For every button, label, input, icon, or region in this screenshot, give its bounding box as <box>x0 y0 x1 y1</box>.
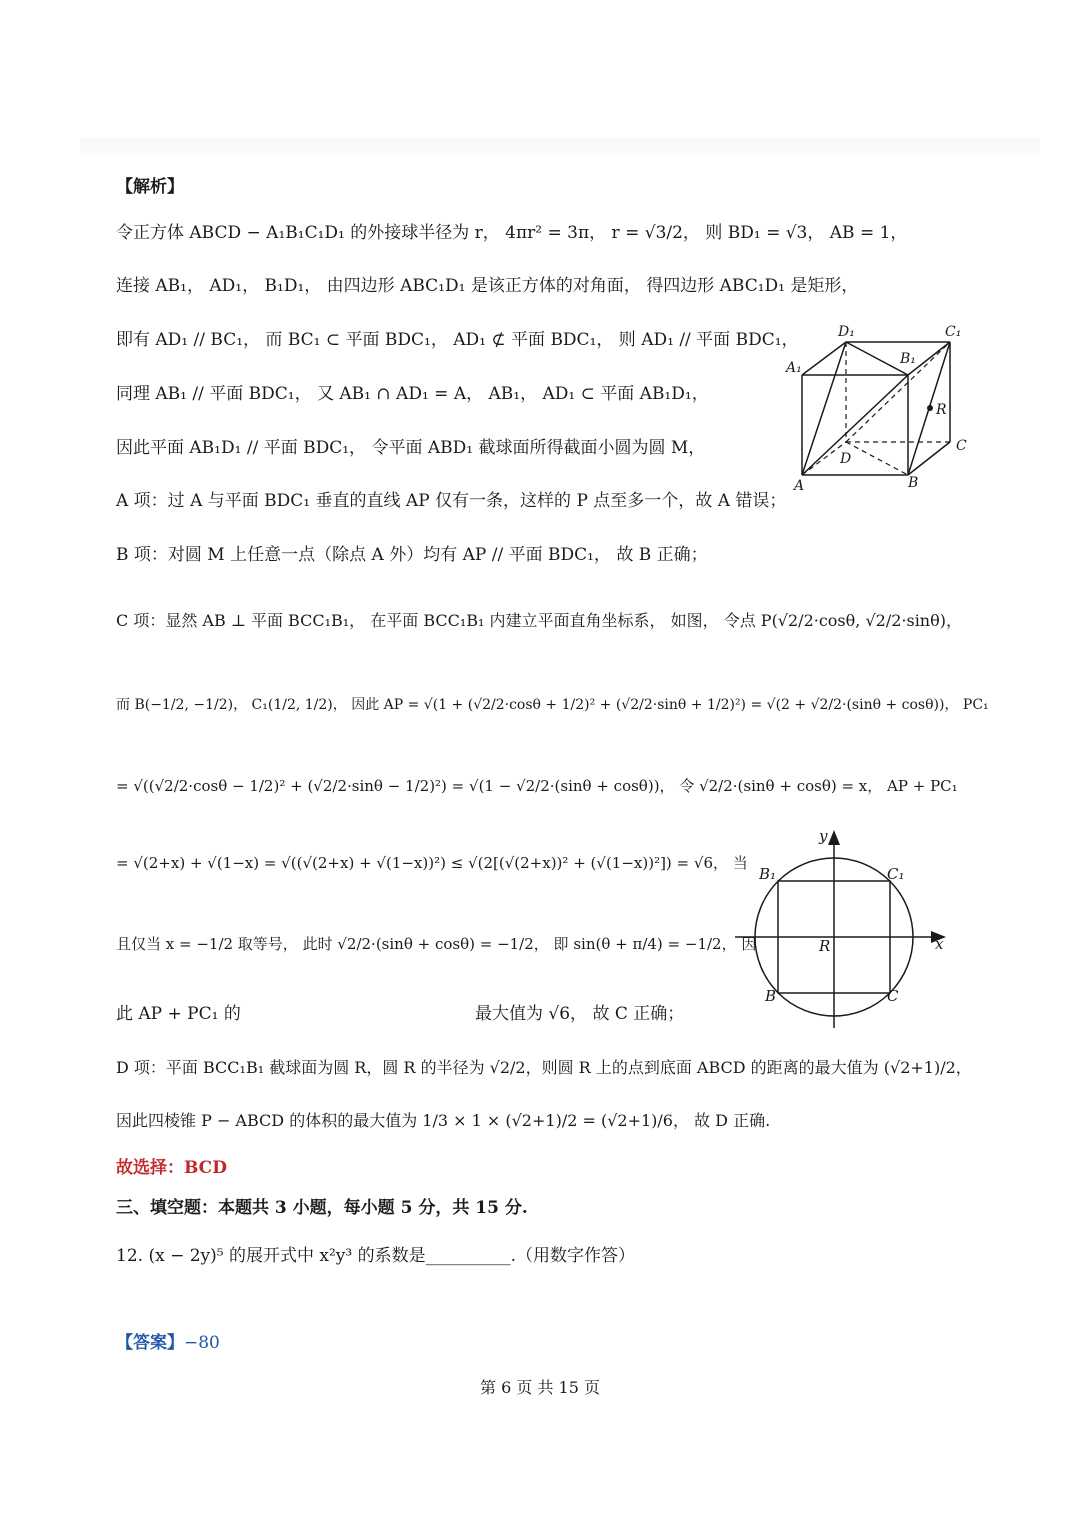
label-b1-circle: B₁ <box>759 865 777 883</box>
answer-line <box>116 1332 220 1354</box>
option-b-text: B 项：对圆 M 上任意一点（除点 A 外）均有 AP // 平面 BDC₁， 故 B 正确； <box>116 545 708 565</box>
option-d-text: D 项：平面 BCC₁B₁ 截球面为圆 R，圆 R 的半径为 √2/2，则圆 R 上的点到底面 ABCD 的距离的最大值为 (√2+1)/2， <box>116 1058 972 1077</box>
x-axis-label: x <box>935 935 944 953</box>
label-c: C <box>956 438 967 454</box>
point-r <box>927 405 933 411</box>
analysis-header: 【解析】 <box>116 177 184 197</box>
conclusion: 故选择：BCD <box>116 1158 227 1178</box>
option-d-volume: 因此四棱锥 P − ABCD 的体积的最大值为 1/3 × 1 × (√2+1)/2 = (√2+1)/6， 故 D 正确. <box>116 1111 771 1130</box>
formula-ap: 而 B(−1/2, −1/2)， C₁(1/2, 1/2)， 因此 AP = √(1 + (√2/2·cosθ + 1/2)² + (√2/2·sinθ + 1/2)²) = √(2 + √2/2·(sinθ + cosθ))， PC₁ <box>116 697 989 713</box>
label-b: B <box>908 475 919 491</box>
label-b-circle: B <box>765 987 777 1005</box>
formula-pc1: = √((√2/2·cosθ − 1/2)² + (√2/2·sinθ − 1/2)²) = √(1 − √2/2·(sinθ + cosθ))， 令 √2/2·(sinθ + cosθ) = x， AP + PC₁ <box>116 777 958 795</box>
formula-inequality: = √(2+x) + √(1−x) = √((√(2+x) + √(1−x))²) ≤ √(2[(√(2+x))² + (√(1−x))²]) = √6， 当 <box>116 854 748 872</box>
label-d: D <box>840 451 852 467</box>
label-r: R <box>936 402 947 418</box>
label-c1-circle: C₁ <box>887 865 905 883</box>
option-a-text: A 项：过 A 与平面 BDC₁ 垂直的直线 AP 仅有一条，这样的 P 点至多一个，故 A 错误； <box>116 491 787 511</box>
question-number: 12. <box>116 1246 144 1266</box>
cube-edge <box>802 342 846 375</box>
diagonal-b1d1 <box>846 342 908 375</box>
option-c-text: C 项：显然 AB ⊥ 平面 BCC₁B₁， 在平面 BCC₁B₁ 内建立平面直角坐标系， 如图， 令点 P(√2/2·cosθ, √2/2·sinθ)， <box>116 611 962 630</box>
label-c1: C₁ <box>945 324 962 340</box>
solution-line-3: 即有 AD₁ // BC₁， 而 BC₁ ⊂ 平面 BDC₁， AD₁ ⊄ 平面 BDC₁， 则 AD₁ // 平面 BDC₁， <box>116 330 799 350</box>
answer-label: 【答案】 <box>116 1333 184 1353</box>
label-r-circle: R <box>819 937 831 955</box>
cube-edge <box>908 442 950 475</box>
label-c-circle: C <box>887 987 899 1005</box>
page-footer: 第 6 页 共 15 页 <box>480 1378 600 1397</box>
solution-line-1: 令正方体 ABCD − A₁B₁C₁D₁ 的外接球半径为 r， 4πr² = 3π， r = √3/2， 则 BD₁ = √3， AB = 1， <box>116 223 908 243</box>
solution-line-2: 连接 AB₁， AD₁， B₁D₁， 由四边形 ABC₁D₁ 是该正方体的对角面， 得四边形 ABC₁D₁ 是矩形， <box>116 276 859 296</box>
cube-figure <box>780 320 980 500</box>
question-12 <box>116 1245 635 1267</box>
circle-coordinate-figure <box>735 825 960 1030</box>
solution-line-5: 因此平面 AB₁D₁ // 平面 BDC₁， 令平面 ABD₁ 截球面所得截面小圆为圆 M， <box>116 438 706 458</box>
solution-line-max-b: 最大值为 √6， 故 C 正确； <box>475 1004 685 1024</box>
scan-shade <box>80 138 1040 160</box>
label-d1: D₁ <box>838 324 855 340</box>
label-a1: A₁ <box>786 360 802 376</box>
solution-line-4: 同理 AB₁ // 平面 BDC₁， 又 AB₁ ∩ AD₁ = A， AB₁， AD₁ ⊂ 平面 AB₁D₁， <box>116 384 709 404</box>
hidden-diagonal-bd <box>846 442 908 475</box>
formula-equality-case: 且仅当 x = −1/2 取等号， 此时 √2/2·(sinθ + cosθ) = −1/2， 即 sin(θ + π/4) = −1/2， 因 <box>116 935 757 953</box>
label-b1: B₁ <box>900 351 916 367</box>
section-heading: 三、填空题：本题共 3 小题，每小题 5 分，共 15 分. <box>116 1198 528 1218</box>
question-text: (x − 2y)⁵ 的展开式中 x²y³ 的系数是__________.（用数字作答） <box>148 1246 636 1266</box>
y-axis-label: y <box>819 827 828 845</box>
solution-line-max-a: 此 AP + PC₁ 的 <box>116 1004 241 1024</box>
answer-value: −80 <box>184 1333 220 1353</box>
label-a: A <box>794 478 805 494</box>
